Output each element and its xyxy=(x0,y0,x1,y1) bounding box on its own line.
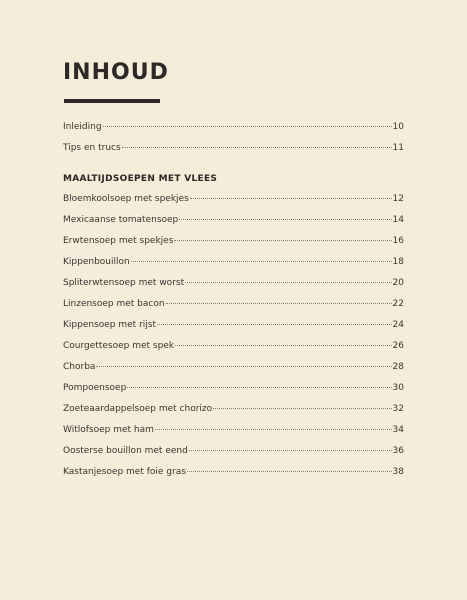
dot-leader xyxy=(189,450,392,451)
toc-entry[interactable] xyxy=(63,336,404,357)
toc-entry[interactable] xyxy=(63,117,404,138)
toc-entry-page-number: 22 xyxy=(392,299,404,309)
dot-leader xyxy=(213,408,391,409)
toc-entry-page-number: 12 xyxy=(392,194,404,204)
dot-leader xyxy=(122,147,392,148)
dot-leader xyxy=(174,240,391,241)
toc-entry-label: Linzensoep met bacon xyxy=(63,299,165,309)
toc-entry-page-number: 36 xyxy=(392,446,404,456)
toc-entry-label: Oosterse bouillon met eend xyxy=(63,446,188,456)
toc-entry[interactable] xyxy=(63,315,404,336)
toc-entry[interactable] xyxy=(63,462,404,483)
toc-entry[interactable] xyxy=(63,441,404,462)
toc-entry-label: Kippensoep met rijst xyxy=(63,320,156,330)
toc-entry[interactable] xyxy=(63,138,404,159)
title-underline xyxy=(64,99,160,103)
toc-entry[interactable] xyxy=(63,231,404,252)
toc-entry-page-number: 30 xyxy=(392,383,404,393)
toc-entry-label: Witlofsoep met ham xyxy=(63,425,154,435)
toc-entry-page-number: 32 xyxy=(392,404,404,414)
toc-entry-label: Pompoensoep xyxy=(63,383,127,393)
dot-leader xyxy=(127,387,391,388)
toc-entry-page-number: 11 xyxy=(392,143,404,153)
toc-entry-label: Spliterwtensoep met worst xyxy=(63,278,185,288)
toc-entry-label: Inleiding xyxy=(63,122,102,132)
toc-entry-page-number: 38 xyxy=(392,467,404,477)
toc-entry-label: Mexicaanse tomatensoep xyxy=(63,215,179,225)
dot-leader xyxy=(175,345,392,346)
page-title: INHOUD xyxy=(63,60,169,85)
toc-entry-page-number: 34 xyxy=(392,425,404,435)
dot-leader xyxy=(103,126,392,127)
toc-entry-label: Erwtensoep met spekjes xyxy=(63,236,174,246)
toc-entry[interactable] xyxy=(63,357,404,378)
toc-entry-page-number: 26 xyxy=(392,341,404,351)
toc-entry-page-number: 20 xyxy=(392,278,404,288)
dot-leader xyxy=(131,261,392,262)
toc-entry-label: Zoeteaardappelsoep met chorizo xyxy=(63,404,213,414)
section-entries xyxy=(63,189,404,483)
toc-entry-page-number: 10 xyxy=(392,122,404,132)
toc-entry-label: Chorba xyxy=(63,362,96,372)
toc-entry[interactable] xyxy=(63,294,404,315)
toc-entry[interactable] xyxy=(63,420,404,441)
toc-entry-page-number: 16 xyxy=(392,236,404,246)
toc-entry-page-number: 14 xyxy=(392,215,404,225)
toc-entry-label: Kippenbouillon xyxy=(63,257,130,267)
dot-leader xyxy=(185,282,391,283)
toc-entry[interactable] xyxy=(63,252,404,273)
toc-entry-label: Kastanjesoep met foie gras xyxy=(63,467,186,477)
dot-leader xyxy=(187,471,392,472)
toc-entry-label: Tips en trucs xyxy=(63,143,121,153)
toc-entry-label: Courgettesoep met spek xyxy=(63,341,175,351)
dot-leader xyxy=(96,366,391,367)
toc-entry[interactable] xyxy=(63,399,404,420)
toc-entry-page-number: 28 xyxy=(392,362,404,372)
intro-entries xyxy=(63,117,404,159)
dot-leader xyxy=(179,219,391,220)
toc-entry-page-number: 24 xyxy=(392,320,404,330)
dot-leader xyxy=(190,198,392,199)
dot-leader xyxy=(157,324,392,325)
dot-leader xyxy=(155,429,392,430)
toc-entry-label: Bloemkoolsoep met spekjes xyxy=(63,194,189,204)
toc-entry[interactable] xyxy=(63,210,404,231)
toc-entry[interactable] xyxy=(63,273,404,294)
toc-entry[interactable] xyxy=(63,189,404,210)
dot-leader xyxy=(166,303,392,304)
section-heading: MAALTIJDSOEPEN MET VLEES xyxy=(63,174,218,184)
toc-entry[interactable] xyxy=(63,378,404,399)
toc-entry-page-number: 18 xyxy=(392,257,404,267)
